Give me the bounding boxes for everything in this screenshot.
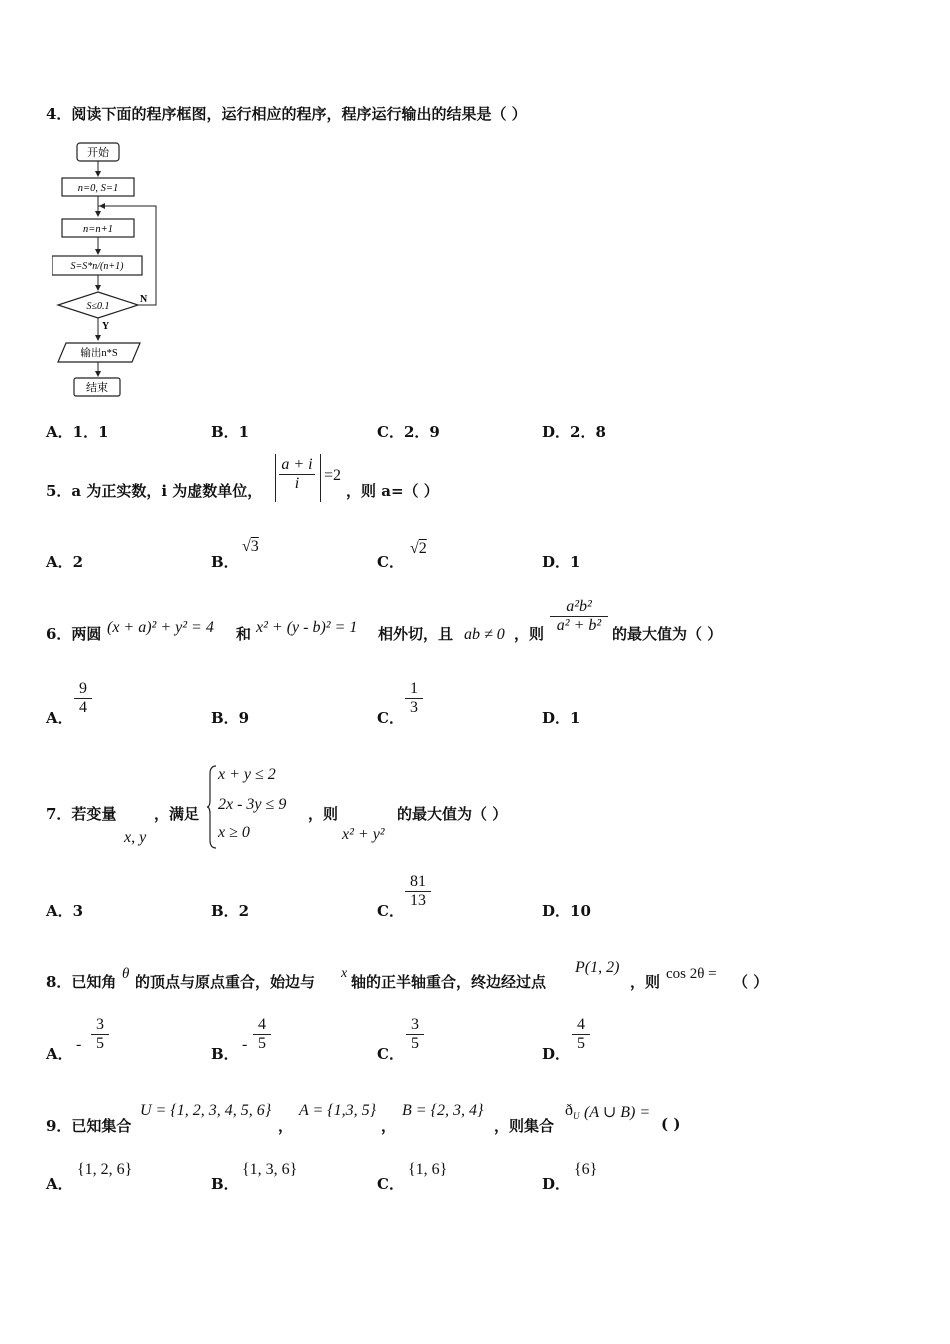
q6-cond: ab ≠ 0 — [464, 626, 505, 643]
q9-expr: (A ∪ B) = — [584, 1104, 651, 1121]
q7-option-b[interactable]: B．2 — [211, 902, 250, 920]
q6-option-a-label[interactable]: A． — [46, 709, 73, 727]
q7-expr: x² + y² — [342, 826, 385, 843]
q6-frac-num: a²b² — [550, 598, 608, 617]
q9-sep-1: ， — [278, 1117, 294, 1135]
q5-option-b-label[interactable]: B． — [211, 553, 239, 571]
flow-output-text: 输出n*S — [80, 348, 118, 359]
q8-expr: cos 2θ = — [666, 966, 717, 982]
q9-option-c-label[interactable]: C． — [377, 1175, 404, 1193]
q5-abs-num: a + i — [279, 456, 315, 475]
q5-option-d[interactable]: D．1 — [542, 553, 581, 571]
q8-text-2: 轴的正半轴重合，终边经过点 — [351, 973, 547, 991]
q7-then: ，则 — [308, 805, 339, 823]
q6-frac-den: a² + b² — [556, 617, 602, 634]
q5-abs-den: i — [294, 475, 300, 492]
q5-prefix: 5．a 为正实数，i 为虚数单位， — [46, 482, 263, 500]
flow-end-text: 结束 — [86, 382, 108, 394]
q6-mid: 相外切，且 — [378, 625, 454, 643]
q4-option-a[interactable]: A．1．1 — [46, 423, 109, 441]
q7-vars: x, y — [124, 829, 147, 846]
q5-eq: =2 — [324, 467, 342, 484]
q5-option-b-value: √3 — [242, 538, 259, 555]
q4-option-b[interactable]: B．1 — [211, 423, 250, 441]
q5-suffix: ，则 a=（ ） — [346, 482, 439, 500]
q6-then: ，则 — [514, 625, 545, 643]
q5-option-c-label[interactable]: C． — [377, 553, 404, 571]
q5-option-c-value: √2 — [410, 540, 427, 557]
q9-option-b-label[interactable]: B． — [211, 1175, 239, 1193]
q6-circle2: x² + (y - b)² = 1 — [256, 619, 358, 636]
q9-option-a-label[interactable]: A． — [46, 1175, 73, 1193]
q9-option-b-value: {1, 3, 6} — [242, 1161, 298, 1178]
q6-option-c-label[interactable]: C． — [377, 709, 404, 727]
q7-constraint-2: 2x - 3y ≤ 9 — [218, 796, 287, 813]
q8-option-c-fraction: $\frac{3}{5}$ — [406, 1016, 424, 1053]
q7-brace — [206, 764, 218, 850]
flow-cond-text: S≤0.1 — [86, 301, 110, 312]
q5-abs-fraction — [279, 456, 315, 493]
q7-suffix: 的最大值为（ ） — [397, 805, 508, 823]
q6-circle1: (x + a)² + y² = 4 — [107, 619, 214, 636]
q9-sep-2: ， — [381, 1117, 397, 1135]
q9-option-d-value: {6} — [574, 1161, 598, 1178]
q8-option-b-label[interactable]: B． — [211, 1045, 239, 1063]
q8-text-3: ，则 — [630, 973, 661, 991]
q9-set-U: U = {1, 2, 3, 4, 5, 6} — [140, 1102, 272, 1119]
q9-set-A: A = {1,3, 5} — [299, 1102, 377, 1119]
q4-option-c[interactable]: C．2．9 — [377, 423, 440, 441]
q7-prefix: 7．若变量 — [46, 805, 117, 823]
q8-option-d-fraction: $\frac{4}{5}$ — [572, 1016, 590, 1053]
q4-stem: 4．阅读下面的程序框图，运行相应的程序，程序运行输出的结果是（ ） — [46, 105, 527, 123]
q6-suffix: 的最大值为（ ） — [612, 625, 723, 643]
flow-no-label: N — [140, 294, 148, 305]
q9-set-B: B = {2, 3, 4} — [402, 1102, 484, 1119]
q7-satisfy: ，满足 — [154, 805, 200, 823]
q4-flowchart — [52, 140, 172, 402]
q8-option-b-fraction: $\frac{4}{5}$ — [253, 1016, 271, 1053]
q6-option-b[interactable]: B．9 — [211, 709, 250, 727]
q8-option-a-sign: - — [76, 1036, 82, 1053]
q9-suffix: ( ) — [661, 1115, 681, 1133]
q8-option-d-label[interactable]: D． — [542, 1045, 571, 1063]
flow-yes-label: Y — [102, 321, 110, 332]
q6-fraction — [550, 598, 608, 635]
q8-point: P(1, 2) — [575, 959, 620, 976]
q5-option-a[interactable]: A．2 — [46, 553, 84, 571]
q8-text-1: 的顶点与原点重合，始边与 — [135, 973, 316, 991]
q9-text: ，则集合 — [494, 1117, 555, 1135]
q7-option-c-label[interactable]: C． — [377, 902, 404, 920]
flow-step2-text: S=S*n/(n+1) — [70, 261, 124, 272]
flow-step1-text: n=n+1 — [83, 224, 113, 235]
q6-prefix: 6．两圆 — [46, 625, 102, 643]
q8-option-a-fraction: $\frac{3}{5}$ — [91, 1016, 109, 1053]
q7-constraint-1: x + y ≤ 2 — [218, 766, 276, 783]
q8-suffix: （ ） — [733, 973, 769, 991]
q9-option-d-label[interactable]: D． — [542, 1175, 571, 1193]
q7-constraint-3: x ≥ 0 — [218, 824, 250, 841]
flow-init-text: n=0, S=1 — [77, 183, 119, 194]
q9-complement: $ð_U$ — [565, 1102, 580, 1122]
q6-and: 和 — [236, 625, 252, 643]
q7-option-c-fraction: $\frac{81}{13}$ — [405, 873, 431, 910]
q9-option-c-value: {1, 6} — [408, 1161, 448, 1178]
flow-start-text: 开始 — [87, 147, 109, 159]
q7-option-d[interactable]: D．10 — [542, 902, 591, 920]
q8-prefix: 8．已知角 — [46, 973, 117, 991]
q7-option-a[interactable]: A．3 — [46, 902, 84, 920]
q9-option-a-value: {1, 2, 6} — [77, 1161, 133, 1178]
q4-option-d[interactable]: D．2．8 — [542, 423, 606, 441]
q8-option-b-sign: - — [242, 1036, 248, 1053]
q8-x: x — [341, 966, 348, 981]
q9-prefix: 9．已知集合 — [46, 1117, 132, 1135]
q6-option-d[interactable]: D．1 — [542, 709, 581, 727]
q8-theta: θ — [122, 966, 130, 982]
q6-option-a-fraction: $\frac{9}{4}$ — [74, 680, 92, 717]
q8-option-c-label[interactable]: C． — [377, 1045, 404, 1063]
q8-option-a-label[interactable]: A． — [46, 1045, 73, 1063]
q6-option-c-fraction: $\frac{1}{3}$ — [405, 680, 423, 717]
